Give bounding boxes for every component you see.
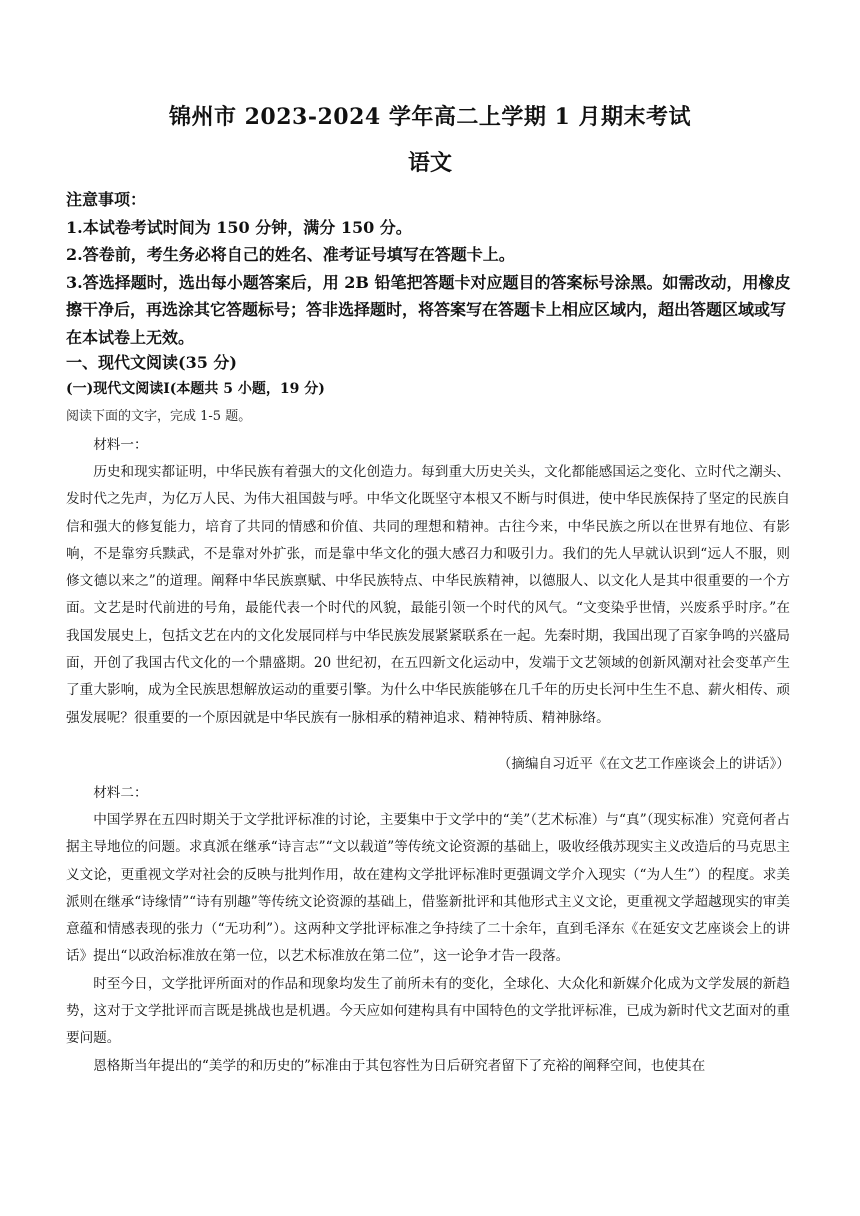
material-1-text [66, 459, 790, 732]
notice-heading: 注意事项： [66, 190, 147, 209]
material-2-paragraph-3: 恩格斯当年提出的“美学的和历史的”标准由于其包容性为日后研究者留下了充裕的阐释空间，也使其在 [93, 1057, 706, 1074]
material-2-label: 材料二： [93, 785, 148, 801]
notice-item-3: 3.答选择题时，选出每小题答案后，用 2B 铅笔把答题卡对应题目的答案标号涂黑。如需改动，用橡皮擦干净后，再选涂其它答题标号；答非选择题时，将答案写在答题卡上相应区域内，超出答题区域或写在本试卷上无效。 [66, 272, 791, 347]
exam-title: 锦州市 2023-2024 学年高二上学期 1 月期末考试 [168, 104, 692, 130]
material-1-paragraph: 历史和现实都证明，中华民族有着强大的文化创造力。每到重大历史关头，文化都能感国运之变化、立时代之潮头、发时代之先声，为亿万人民、为伟大祖国鼓与呼。中华文化既坚守本根又不断与时俱进，使中华民族保持了坚定的民族自信和强大的修复能力，培育了共同的情感和价值、共同的理想和精神。古往今来，中华民族之所以在世界有地位、有影响，不是靠穷兵黩武，不是靠对外扩张，而是靠中华文化的强大感召力和吸引力。我们的先人早就认识到“远人不服，则修文德以来之”的道理。阐释中华民族禀赋、中华民族特点、中华民族精神，以德服人、以文化人是其中很重要的一个方面。文艺是时代前进的号角，最能代表一个时代的风貌，最能引领一个时代的风气。“文变染乎世情，兴废系乎时序。”在我国发展史上，包括文艺在内的文化发展同样与中华民族发展紧紧联系在一起。先秦时期，我国出现了百家争鸣的兴盛局面，开创了我国古代文化的一个鼎盛期。20 世纪初，在五四新文化运动中，发端于文艺领域的创新风潮对社会变革产生了重大影响，成为全民族思想解放运动的重要引擎。为什么中华民族能够在几千年的历史长河中生生不息、薪火相传、顽强发展呢？很重要的一个原因就是中华民族有一脉相承的精神追求、精神特质、精神脉络。 [66, 464, 790, 726]
material-2-paragraph-1: 中国学界在五四时期关于文学批评标准的讨论，主要集中于文学中的“美”（艺术标准）与“真”（现实标准）究竟何者占据主导地位的问题。求真派在继承“诗言志”“文以载道”等传统文论资源的基础上，吸收经俄苏现实主义改造后的马克思主义文论，更重视文学对社会的反映与批判作用，故在建构文学批评标准时更强调文学介入现实（“为人生”）的程度。求美派则在继承“诗缘情”“诗有别趣”等传统文论资源的基础上，借鉴新批评和其他形式主义文论，更重视文学超越现实的审美意蕴和情感表现的张力（“无功利”）。这两种文学批评标准之争持续了二十余年，直到毛泽东《在延安文艺座谈会上的讲话》提出“以政治标准放在第一位，以艺术标准放在第二位”，这一论争才告一段落。 [66, 812, 790, 965]
material-1-source: （摘编自习近平《在文艺工作座谈会上的讲话》） [497, 756, 790, 772]
notice-block [66, 186, 796, 351]
material-2-text [66, 807, 790, 1080]
subsection-title: (一)现代文阅读Ⅰ(本题共 5 小题，19 分) [66, 381, 325, 397]
reading-instruction: 阅读下面的文字，完成 1-5 题。 [66, 409, 252, 424]
material-1-label: 材料一： [93, 437, 148, 453]
material-2-paragraph-2: 时至今日，文学批评所面对的作品和现象均发生了前所未有的变化，全球化、大众化和新媒介化成为文学发展的新趋势，这对于文学批评而言既是挑战也是机遇。今天应如何建构具有中国特色的文学批评标准，已成为新时代文艺面对的重要问题。 [66, 975, 790, 1047]
notice-item-1: 1.本试卷考试时间为 150 分钟，满分 150 分。 [66, 217, 412, 237]
notice-item-2: 2.答卷前，考生务必将自己的姓名、准考证号填写在答题卡上。 [66, 245, 515, 264]
section-title: 一、现代文阅读(35 分) [66, 353, 237, 372]
subject-title: 语文 [407, 150, 452, 176]
